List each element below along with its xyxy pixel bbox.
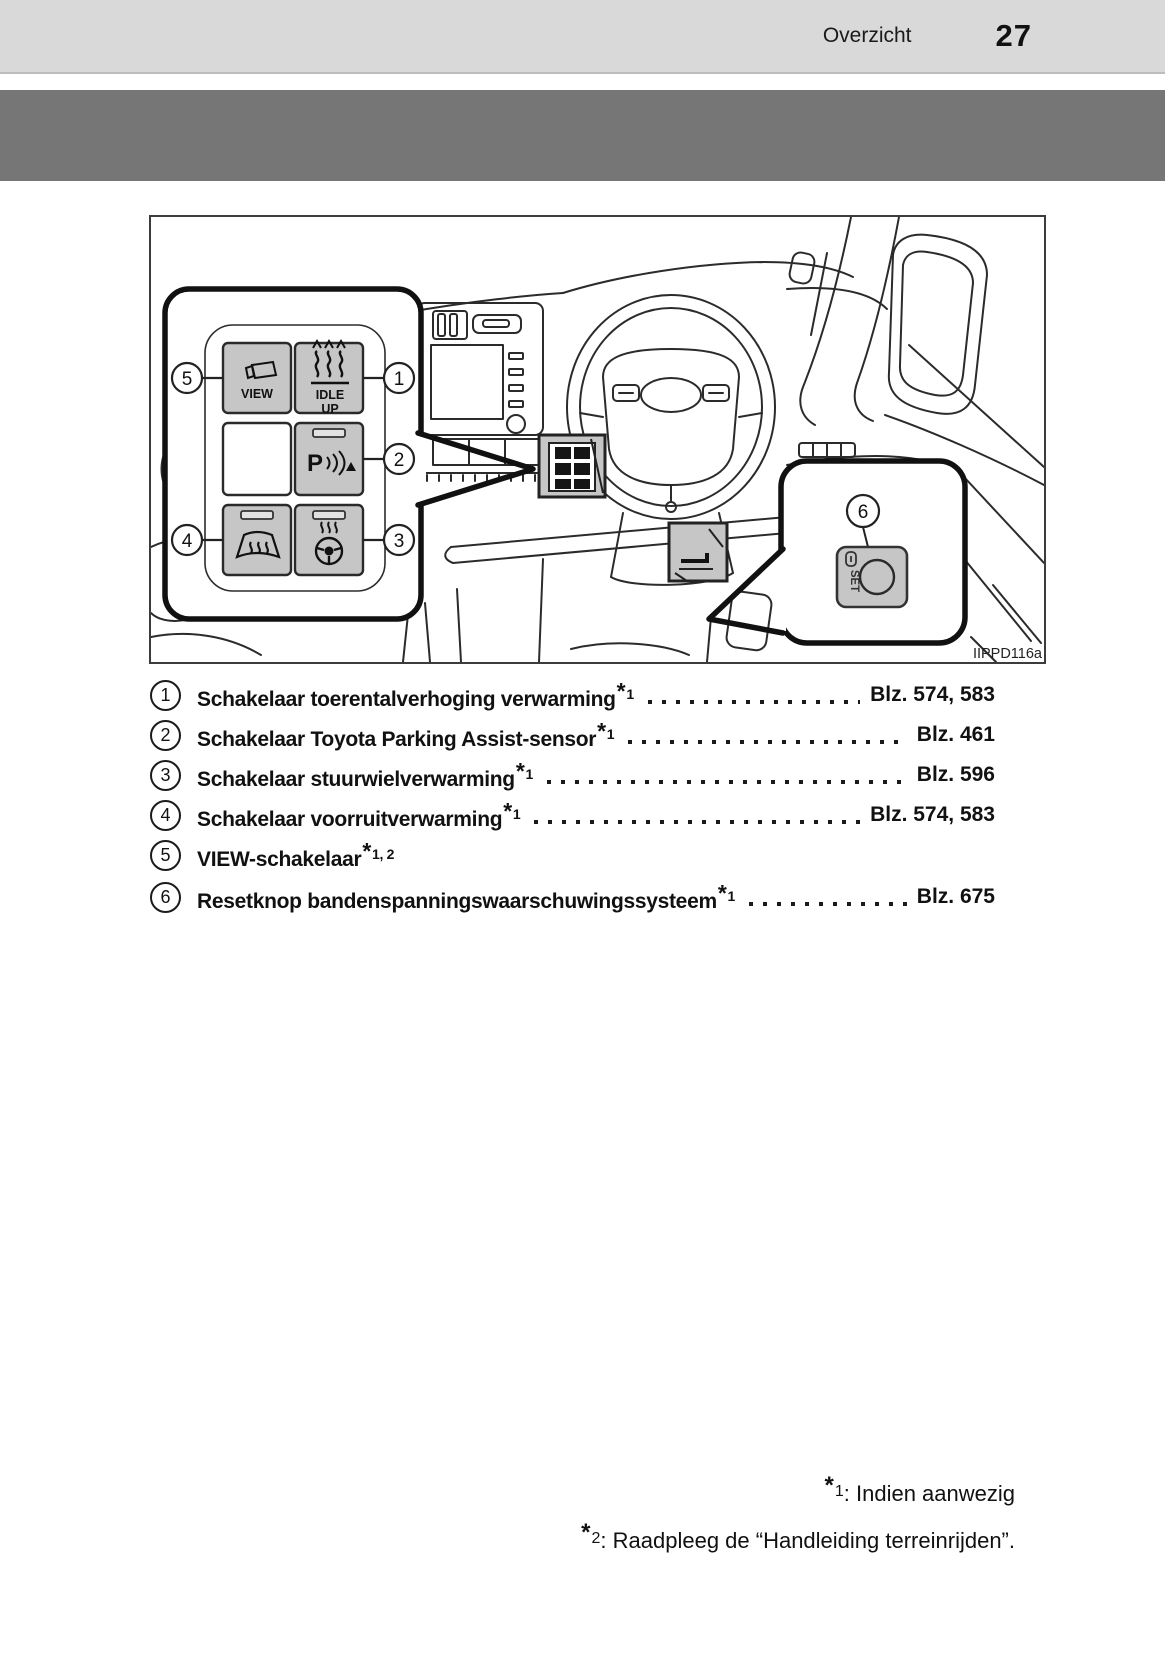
blank-button <box>223 423 291 495</box>
section-title: Overzicht <box>822 24 912 47</box>
steering-indicator-bar <box>313 511 345 519</box>
idle-up-label-line2: UP <box>321 402 339 416</box>
dot-leader <box>749 902 907 906</box>
dashboard-figure <box>149 215 1046 664</box>
legend-item-4 <box>150 795 995 835</box>
legend-number: 2 <box>150 720 181 751</box>
asterisk-marker: * <box>581 1519 591 1546</box>
legend-number: 5 <box>150 840 181 871</box>
page-reference: Blz. 596 <box>916 763 995 786</box>
callout-label-5: 5 <box>181 369 193 390</box>
footnote-marker: * <box>597 718 606 744</box>
switch-panel-callout <box>165 289 533 619</box>
view-button-label: VIEW <box>241 387 273 401</box>
legend-item-5 <box>150 835 995 875</box>
page-reference: Blz. 675 <box>916 885 995 908</box>
windshield-indicator-bar <box>241 511 273 519</box>
footnote-marker: * <box>503 798 512 824</box>
legend-label: Schakelaar voorruitverwarming*$^1$ <box>197 798 521 831</box>
footnote-marker: * <box>515 758 525 784</box>
idle-up-label-line1: IDLE <box>315 388 345 402</box>
chapter-banner <box>0 90 1165 181</box>
page-number: 27 <box>995 18 1032 53</box>
figure-code: IIPPD116a <box>972 646 1042 662</box>
callout-label-3: 3 <box>393 531 405 552</box>
page-reference: Blz. 461 <box>916 723 995 746</box>
dot-leader <box>628 740 906 744</box>
legend-number: 3 <box>150 760 181 791</box>
callout-label-1: 1 <box>393 369 405 390</box>
legend-label: VIEW-schakelaar*$^{1, 2}$ <box>197 838 395 871</box>
legend-label: Schakelaar Toyota Parking Assist-sensor*$^1$ <box>197 718 615 751</box>
legend-number: 6 <box>150 882 181 913</box>
legend-item-2 <box>150 715 995 755</box>
parking-indicator-bar <box>313 429 345 437</box>
legend-label: Schakelaar toerentalverhoging verwarming*$^1$ <box>197 678 634 711</box>
page-reference: Blz. 574, 583 <box>870 683 995 706</box>
footnote-marker: * <box>616 678 626 704</box>
set-button-label: SET <box>848 569 860 593</box>
callout-label-4: 4 <box>181 531 193 552</box>
footnote-2: *$^2$: Raadpleeg de “Handleiding terreinrijden”. <box>581 1519 1015 1553</box>
reset-switch-callout <box>709 461 965 643</box>
parking-sensor-letter: P <box>306 450 324 477</box>
callout-label-2: 2 <box>393 450 405 471</box>
footnote-marker: * <box>717 880 727 906</box>
dot-leader <box>534 820 860 824</box>
reset-switch-highlight <box>669 523 727 581</box>
footnotes <box>581 1466 1015 1560</box>
asterisk-marker: * <box>824 1472 834 1499</box>
footnote-1: *$^1$: Indien aanwezig <box>824 1472 1015 1506</box>
footnote-marker: * <box>362 838 371 864</box>
legend-label: Schakelaar stuurwielverwarming*$^1$ <box>197 758 533 791</box>
legend-item-3 <box>150 755 995 795</box>
legend-number: 4 <box>150 800 181 831</box>
dot-leader <box>547 780 907 784</box>
callout-label-6: 6 <box>857 502 869 523</box>
legend-item-1 <box>150 675 995 715</box>
legend-item-6 <box>150 877 995 917</box>
legend-label: Resetknop bandenspanningswaarschuwingssysteem*$^1$ <box>197 880 735 913</box>
legend-number: 1 <box>150 680 181 711</box>
page-header <box>0 0 1165 74</box>
legend-list <box>150 675 995 917</box>
dashboard-illustration <box>151 217 1044 662</box>
page-reference: Blz. 574, 583 <box>870 803 995 826</box>
reset-button-face <box>860 560 894 594</box>
switch-panel-highlight <box>539 435 605 497</box>
dot-leader <box>648 700 860 704</box>
